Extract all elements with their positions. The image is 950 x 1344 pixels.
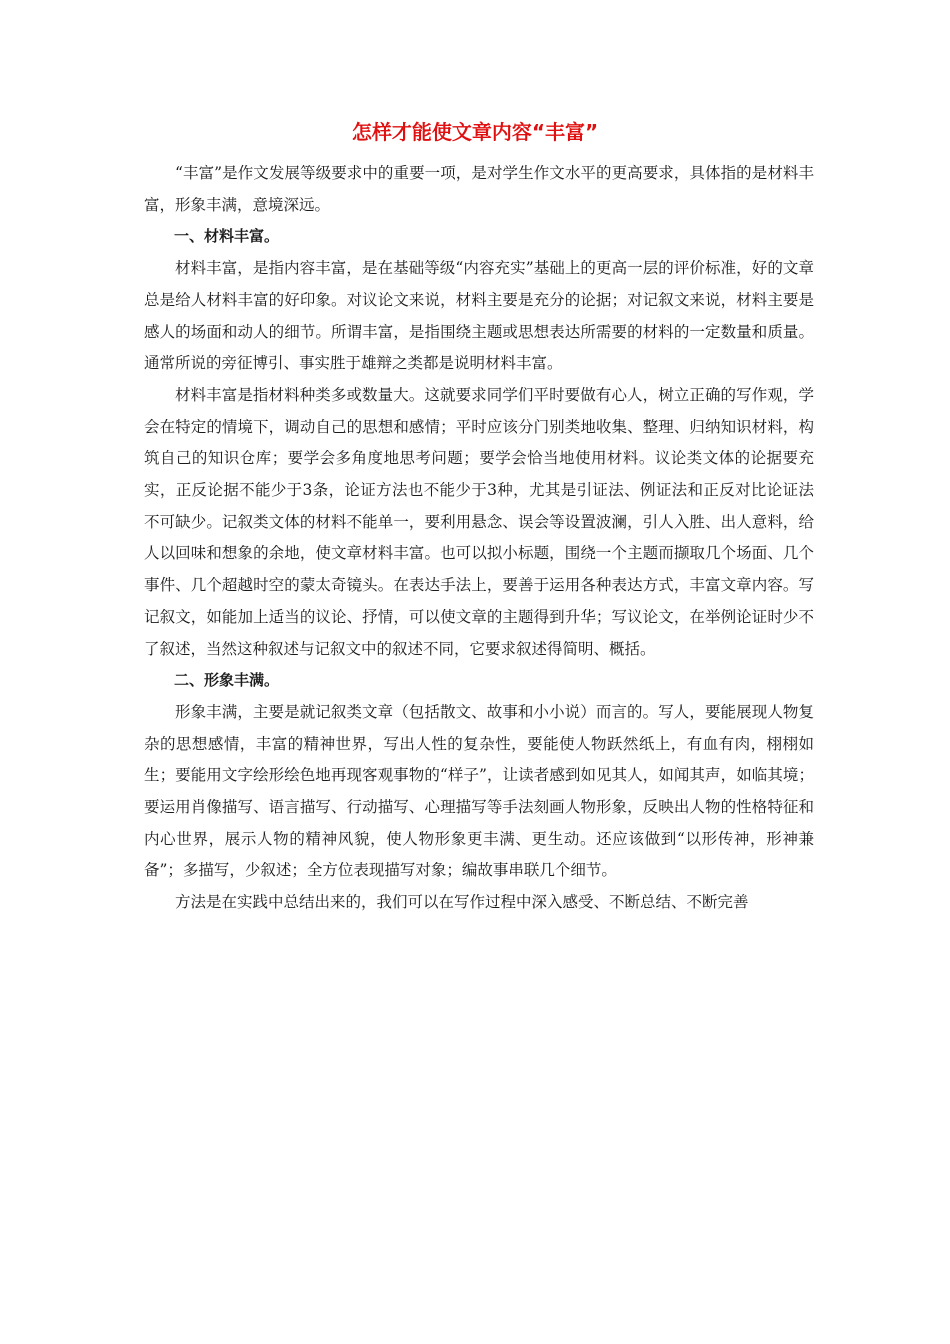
paragraph: 形象丰满，主要是就记叙类文章（包括散文、故事和小小说）而言的。写人，要能展现人物复杂的思想感情，丰富的精神世界，写出人性的复杂性，要能使人物跃然纸上，有血有肉，栩栩如生；要能用文字绘形绘色地再现客观事物的“样子”，让读者感到如见其人，如闻其声，如临其境；要运用肖像描写、语言描写、行动描写、心理描写等手法刻画人物形象，反映出人物的性格特征和内心世界，展示人物的精神风貌，使人物形象更丰满、更生动。还应该做到“以形传神，形神兼备”；多描写，少叙述；全方位表现描写对象；编故事串联几个细节。 bbox=[144, 702, 814, 880]
section-heading-materials: 一、材料丰富。 bbox=[174, 227, 280, 246]
document-body bbox=[144, 158, 814, 919]
paragraph: 方法是在实践中总结出来的，我们可以在写作过程中深入感受、不断总结、不断完善 bbox=[175, 893, 749, 912]
document-title: 怎样才能使文章内容“丰富” bbox=[351, 120, 599, 144]
intro-paragraph: “丰富”是作文发展等级要求中的重要一项，是对学生作文水平的更高要求，具体指的是材料丰富，形象丰满，意境深远。 bbox=[144, 164, 814, 214]
paragraph: 材料丰富，是指内容丰富，是在基础等级“内容充实”基础上的更高一层的评价标准，好的文章总是给人材料丰富的好印象。对议论文来说，材料主要是充分的论据；对记叙文来说，材料主要是感人的场面和动人的细节。所谓丰富，是指围绕主题或思想表达所需要的材料的一定数量和质量。通常所说的旁征博引、事实胜于雄辩之类都是说明材料丰富。 bbox=[144, 259, 814, 373]
section-heading-image: 二、形象丰满。 bbox=[174, 671, 280, 690]
paragraph: 材料丰富是指材料种类多或数量大。这就要求同学们平时要做有心人，树立正确的写作观，学会在特定的情境下，调动自己的思想和感情；平时应该分门别类地收集、整理、归纳知识材料，构筑自己的知识仓库；要学会多角度地思考问题；要学会恰当地使用材料。议论类文体的论据要充实，正反论据不能少于3条，论证方法也不能少于3种，尤其是引证法、例证法和正反对比论证法不可缺少。记叙类文体的材料不能单一，要利用悬念、误会等设置波澜，引人入胜、出人意料，给人以回味和想象的余地，使文章材料丰富。也可以拟小标题，围绕一个主题而撷取几个场面、几个事件、几个超越时空的蒙太奇镜头。在表达手法上，要善于运用各种表达方式，丰富文章内容。写记叙文，如能加上适当的议论、抒情，可以使文章的主题得到升华；写议论文，在举例论证时少不了叙述，当然这种叙述与记叙文中的叙述不同，它要求叙述得简明、概括。 bbox=[144, 385, 814, 658]
